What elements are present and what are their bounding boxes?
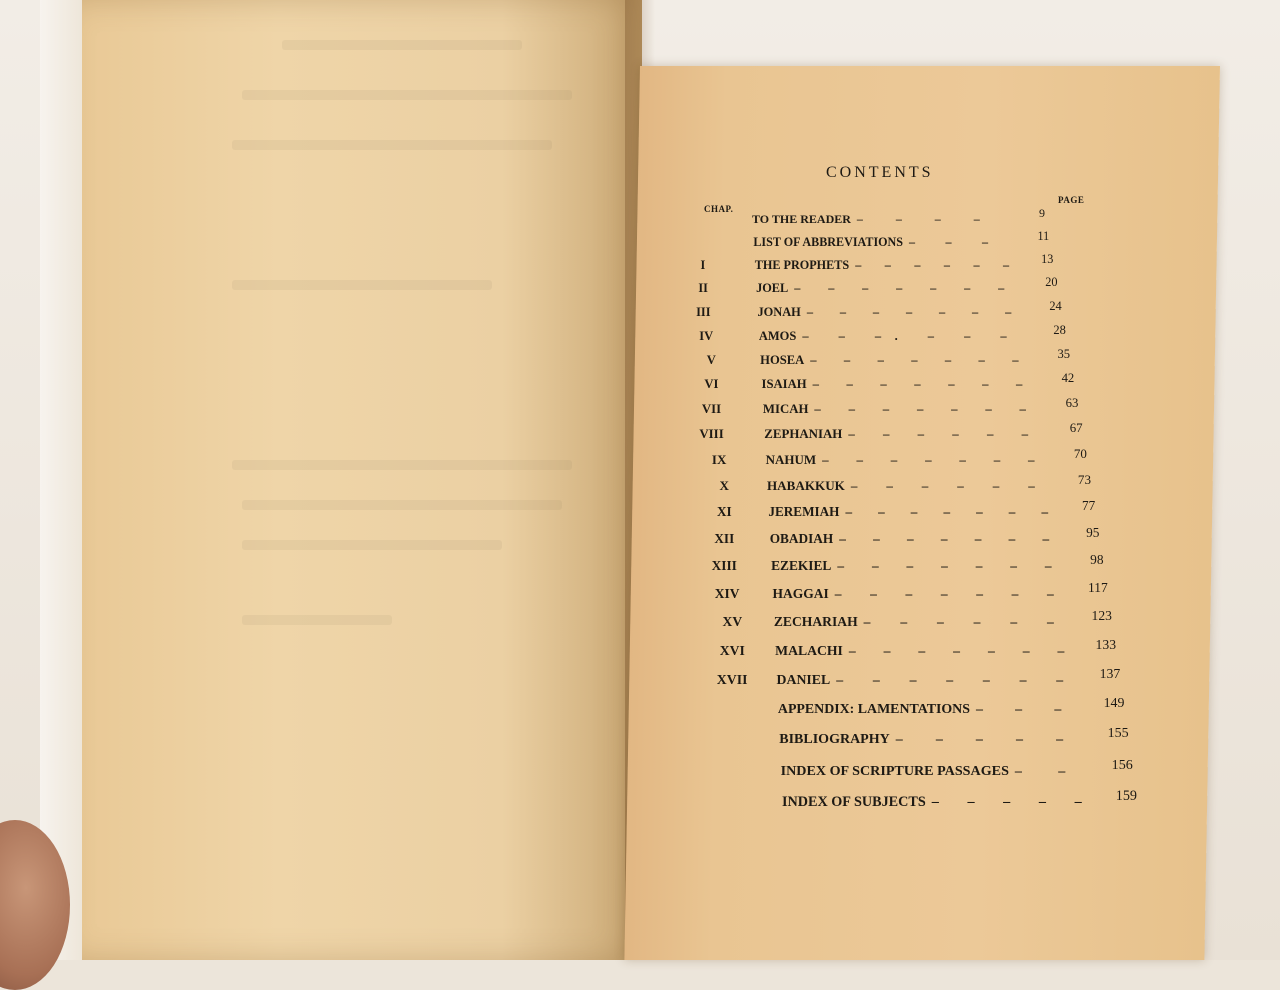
dot-leader: – – –. – – – — [802, 329, 1021, 343]
entry-title: HAGGAI — [772, 586, 829, 601]
entry-title: ZECHARIAH — [773, 614, 858, 629]
chapter-number: VII — [701, 402, 722, 416]
chapter-number: XIII — [711, 558, 737, 573]
entry-title: LIST OF ABBREVIATIONS — [753, 235, 904, 249]
dot-leader: – – – – – – – — [806, 305, 1024, 319]
page-number: 123 — [1091, 608, 1112, 623]
page-number: 95 — [1086, 525, 1100, 540]
dot-leader: – – – – – – – — [836, 672, 1077, 687]
page-number: 63 — [1065, 396, 1079, 410]
page-number: 137 — [1099, 666, 1121, 681]
chapter-number: V — [706, 353, 716, 367]
entry-title: THE PROPHETS — [754, 258, 850, 272]
entry-title: INDEX OF SCRIPTURE PASSAGES — [780, 763, 1009, 779]
entry-title: ZEPHANIAH — [764, 427, 843, 441]
chapter-column-header: CHAP. — [704, 204, 734, 214]
chapter-number: XII — [714, 531, 735, 546]
chapter-number: I — [700, 258, 706, 272]
dot-leader: – – – – – – – — [794, 281, 1017, 295]
page-number: 35 — [1057, 347, 1071, 361]
entry-title: JONAH — [757, 305, 801, 319]
page-number: 156 — [1111, 757, 1133, 773]
page-number: 155 — [1107, 726, 1129, 741]
entry-title: NAHUM — [765, 452, 817, 467]
entry-title: JOEL — [756, 281, 789, 295]
chapter-number: XVII — [716, 672, 748, 687]
entry-title: HABAKKUK — [767, 478, 845, 493]
dot-leader: – – — [1014, 763, 1082, 779]
page-number: 133 — [1095, 637, 1117, 652]
page-column-header: PAGE — [1058, 195, 1085, 205]
page-title: CONTENTS — [826, 164, 934, 181]
chapter-number: III — [696, 305, 711, 319]
dot-leader: – – – – – – — [850, 478, 1048, 493]
dot-leader: – – – — [975, 702, 1076, 717]
entry-title: OBADIAH — [769, 531, 834, 546]
entry-title: EZEKIEL — [771, 558, 832, 573]
dot-leader: – – – – – – — [855, 258, 1020, 272]
entry-title: ISAIAH — [761, 377, 807, 391]
chapter-number: VIII — [699, 427, 724, 441]
entry-title: INDEX OF SUBJECTS — [782, 794, 926, 810]
page-number: 73 — [1077, 472, 1091, 487]
dot-leader: – – – – – – — [863, 614, 1068, 629]
chapter-number: II — [698, 281, 708, 295]
dot-leader: – – – – – – – — [814, 402, 1039, 416]
chapter-number: XI — [716, 504, 732, 519]
dot-leader: – – – – – – — [848, 427, 1041, 441]
dot-leader: – – – – – — [931, 794, 1095, 810]
page-number: 11 — [1037, 229, 1050, 243]
dot-leader: – – – – – – – — [812, 377, 1035, 391]
dot-leader: – – – – — [856, 212, 995, 226]
dot-leader: – – – – – – – — [837, 558, 1064, 573]
page-number: 67 — [1069, 421, 1083, 435]
dot-leader: – – – — [909, 235, 1002, 249]
page-number: 42 — [1061, 371, 1075, 385]
page-number: 98 — [1090, 552, 1104, 567]
dot-leader: – – – – – – – — [834, 586, 1067, 601]
page-number: 13 — [1041, 252, 1054, 266]
dot-leader: – – – – – — [895, 732, 1078, 747]
dot-leader: – – – – – – – — [839, 531, 1062, 546]
page-number: 159 — [1115, 788, 1137, 804]
dot-leader: – – – – – – – — [845, 504, 1060, 519]
page-number: 9 — [1039, 206, 1045, 220]
page-number: 77 — [1081, 498, 1096, 513]
chapter-number: XIV — [714, 586, 740, 601]
page-number: 117 — [1087, 580, 1108, 595]
page-number: 20 — [1045, 275, 1058, 289]
entry-title: DANIEL — [776, 672, 831, 687]
dot-leader: – – – – – – – — [810, 353, 1031, 367]
page-number: 149 — [1103, 696, 1125, 711]
entry-title: MICAH — [762, 402, 809, 416]
chapter-number: VI — [704, 377, 719, 391]
entry-title: TO THE READER — [752, 212, 851, 226]
page-number: 24 — [1049, 299, 1062, 313]
entry-title: APPENDIX: LAMENTATIONS — [777, 702, 970, 717]
entry-title: AMOS — [758, 329, 797, 343]
entry-title: JEREMIAH — [768, 504, 840, 519]
chapter-number: XV — [722, 614, 743, 629]
dot-leader: – – – – – – – — [848, 643, 1077, 658]
entry-title: HOSEA — [760, 353, 805, 367]
chapter-number: IX — [711, 452, 727, 467]
entry-title: BIBLIOGRAPHY — [779, 732, 890, 747]
page-number: 28 — [1053, 323, 1066, 337]
entry-title: MALACHI — [775, 643, 843, 658]
page-number: 70 — [1073, 446, 1087, 461]
chapter-number: XVI — [719, 643, 745, 658]
dot-leader: – – – – – – – — [822, 452, 1047, 467]
chapter-number: IV — [699, 329, 714, 343]
chapter-number: X — [719, 478, 729, 493]
